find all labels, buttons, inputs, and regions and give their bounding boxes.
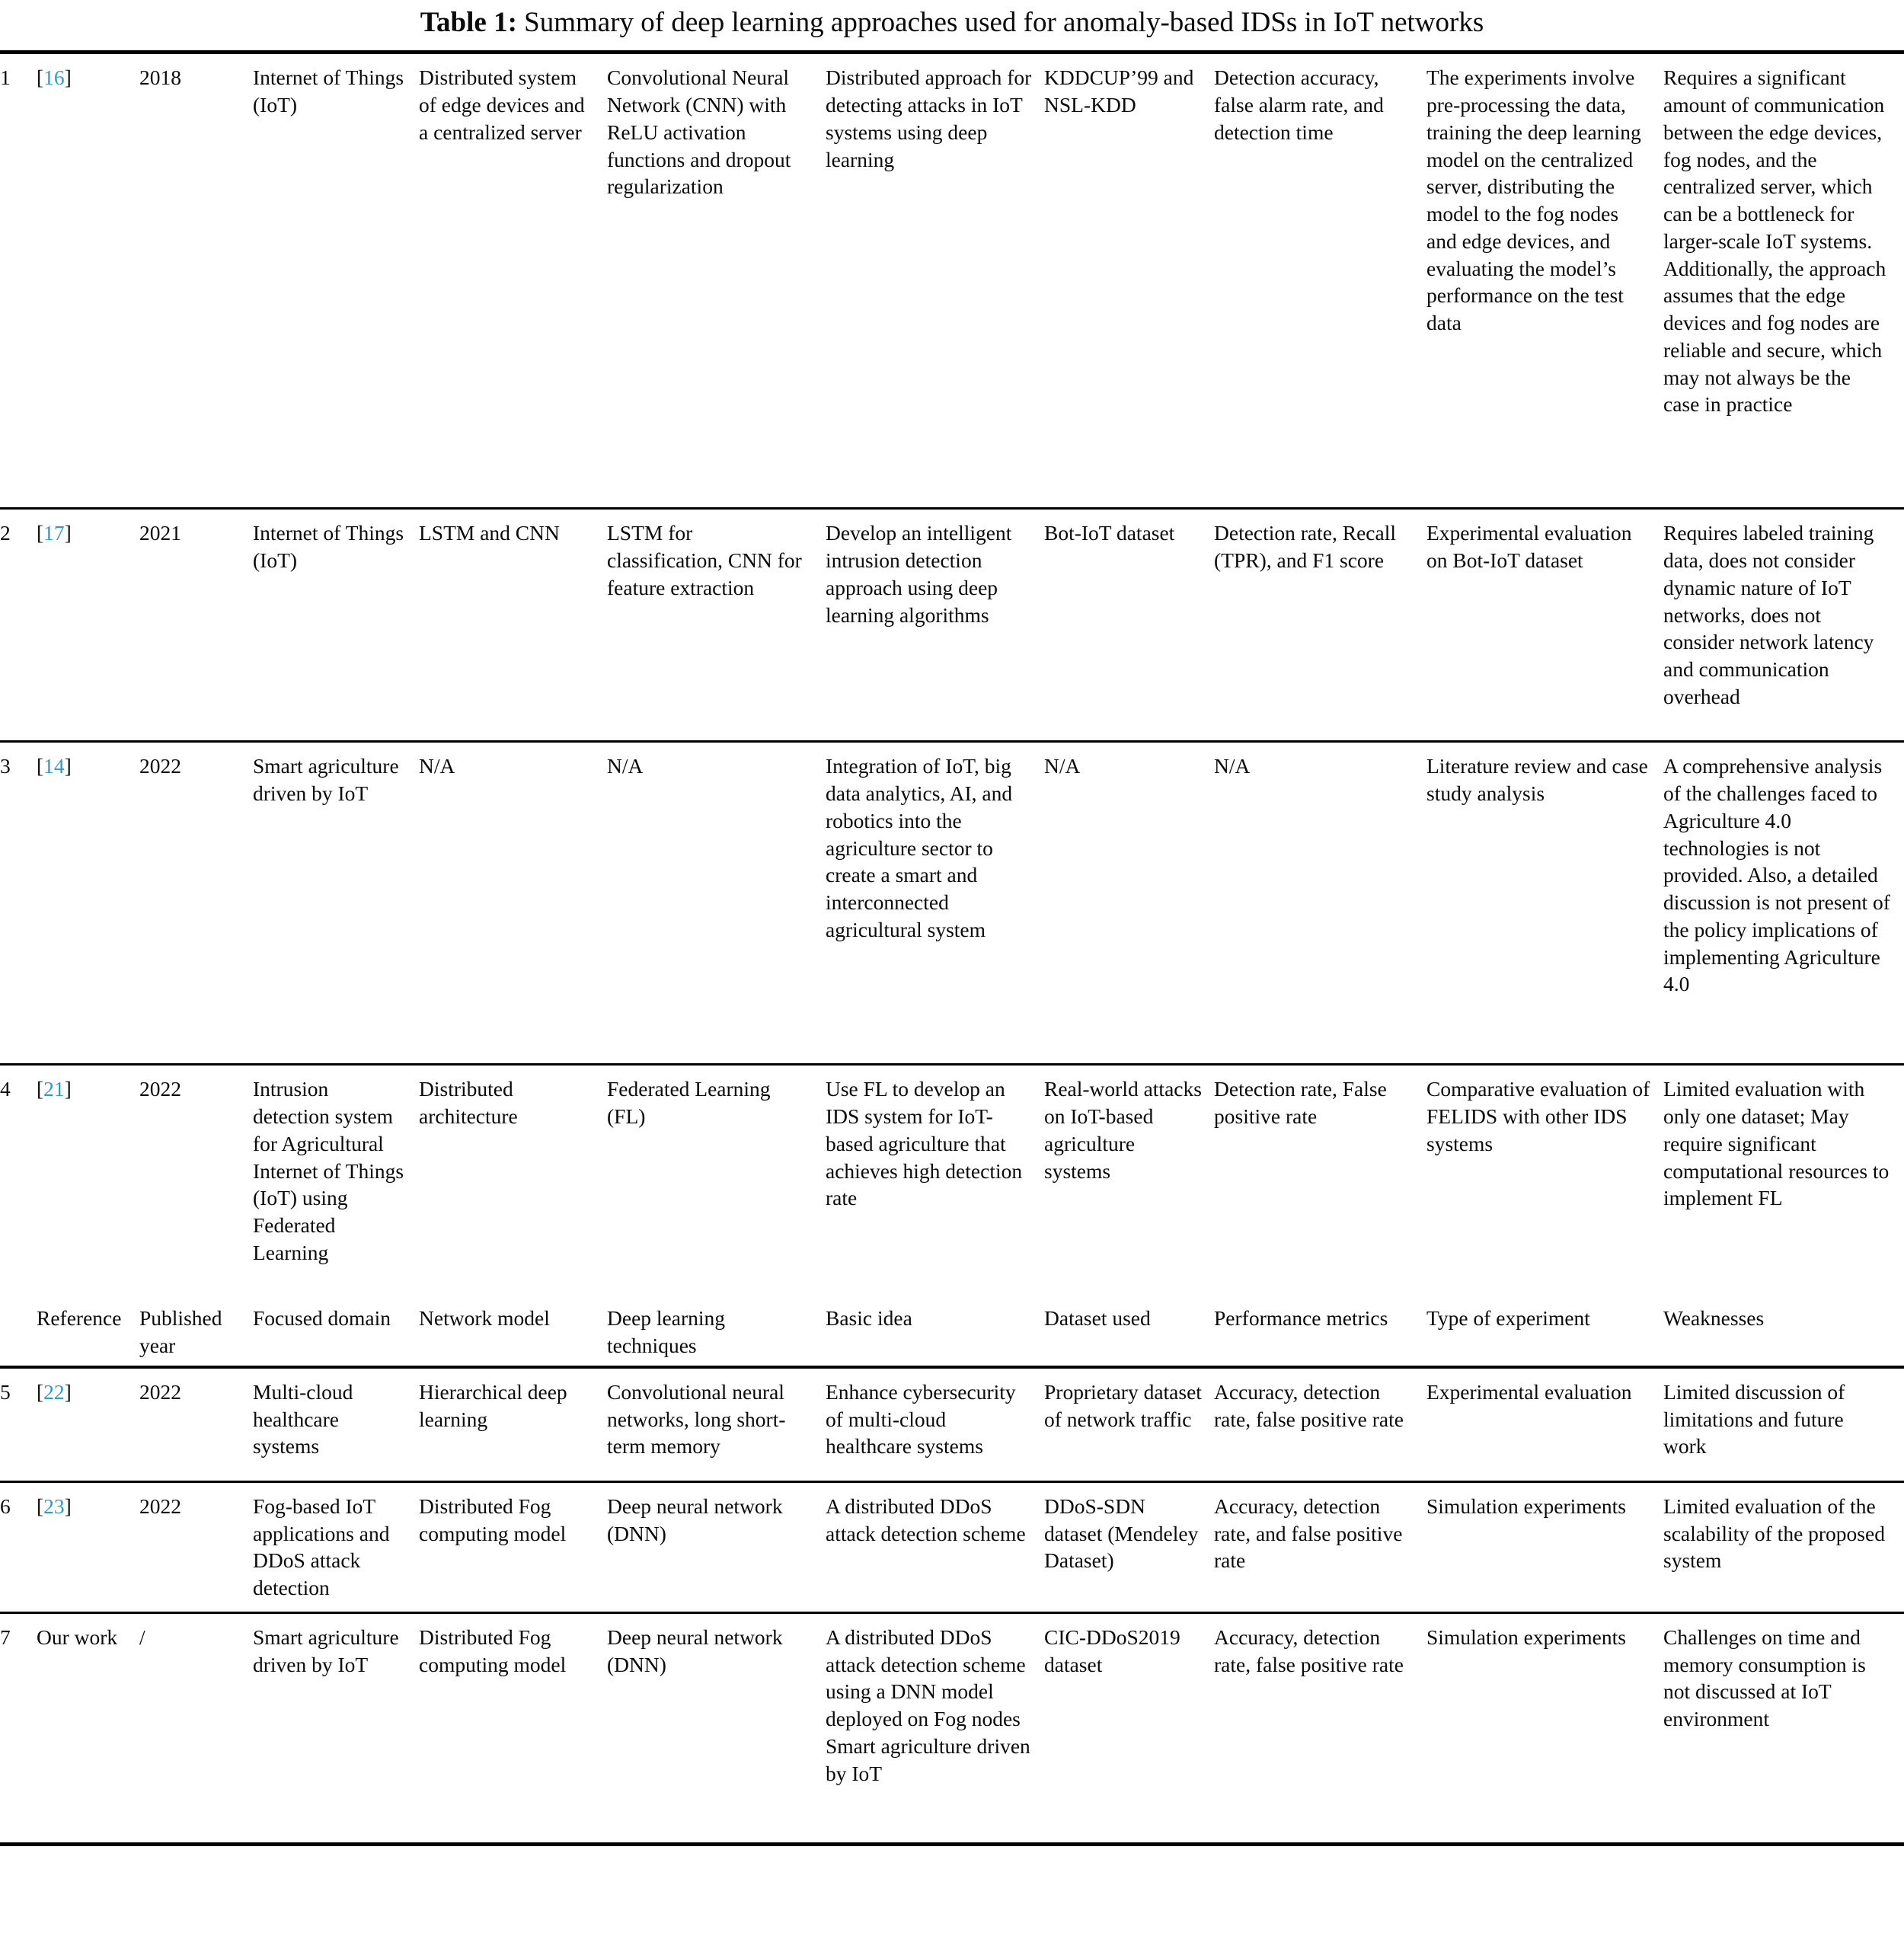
cell-weaknesses: Requires a significant amount of communication between the edge devices, fog nodes, and the centralized server, which can be a bottleneck for larger-scale IoT systems. Additionally, the approach assumes that the edge devices and fog nodes are reliable and secure, which may not always be the case in practice	[1663, 65, 1886, 417]
cell-weaknesses: Requires labeled training data, does not consider dynamic nature of IoT networks, does not consider network latency and communication overhead	[1663, 521, 1874, 708]
row-number: 7	[0, 1625, 11, 1649]
citation-text: ]	[64, 1379, 72, 1404]
table-caption-label: Table 1:	[420, 7, 517, 38]
cell-reference	[37, 510, 139, 740]
cell-dataset-used: CIC-DDoS2019 dataset	[1044, 1625, 1180, 1676]
cell-network-model: N/A	[419, 754, 455, 778]
header-row-repeated	[0, 1302, 1904, 1369]
citation-link[interactable]: 14	[43, 754, 65, 778]
citation-text: [	[37, 1494, 44, 1518]
citation-text: [	[37, 754, 44, 778]
table-row	[0, 1483, 1904, 1614]
cell-dataset-used: Bot-IoT dataset	[1044, 521, 1175, 545]
citation-text: [	[37, 521, 44, 545]
cell-type-of-experiment: The experiments involve pre-processing the data, training the deep learning model on the centralized server, distributing the model to the fog nodes and edge devices, and evaluating the model’s performance on the test data	[1426, 65, 1641, 335]
citation-text: ]	[64, 1494, 72, 1518]
citation-link[interactable]: 16	[43, 65, 65, 90]
citation-text: ]	[64, 1077, 72, 1101]
cell-published-year: 2022	[139, 1077, 181, 1101]
table-row	[0, 1066, 1904, 1302]
citation-link[interactable]: 21	[43, 1077, 65, 1101]
cell-focused-domain: Intrusion detection system for Agricultural Internet of Things (IoT) using Federated Learning	[253, 1077, 404, 1264]
cell-deep-learning-techniques: LSTM for classification, CNN for feature extraction	[607, 521, 802, 599]
citation-text: [	[37, 1379, 44, 1404]
cell-weaknesses: Challenges on time and memory consumption is not discussed at IoT environment	[1663, 1625, 1866, 1731]
column-header-focused-domain: Focused domain	[253, 1306, 391, 1331]
table-row	[0, 743, 1904, 1066]
column-header-dataset-used: Dataset used	[1044, 1306, 1151, 1331]
cell-reference	[37, 743, 139, 1063]
table-row	[0, 54, 1904, 510]
summary-table	[0, 50, 1904, 1846]
cell-published-year: 2022	[139, 1494, 181, 1518]
column-header-reference: Reference	[37, 1306, 122, 1331]
cell-dataset-used: Proprietary dataset of network traffic	[1044, 1379, 1202, 1431]
cell-network-model: Hierarchical deep learning	[419, 1379, 567, 1431]
cell-dataset-used: DDoS-SDN dataset (Mendeley Dataset)	[1044, 1494, 1199, 1573]
cell-type-of-experiment: Comparative evaluation of FELIDS with other IDS systems	[1426, 1077, 1650, 1155]
cell-type-of-experiment: Simulation experiments	[1426, 1625, 1626, 1649]
row-number: 1	[0, 65, 11, 90]
row-number: 2	[0, 521, 11, 545]
column-header-performance-metrics: Performance metrics	[1214, 1306, 1388, 1331]
cell-type-of-experiment: Experimental evaluation on Bot-IoT dataset	[1426, 521, 1632, 573]
cell-performance-metrics: N/A	[1214, 754, 1251, 778]
cell-focused-domain: Smart agriculture driven by IoT	[253, 754, 399, 806]
table-row	[0, 510, 1904, 743]
cell-basic-idea: Integration of IoT, big data analytics, AI, and robotics into the agriculture sector to create a smart and interconnected agricultural system	[826, 754, 1013, 941]
cell-performance-metrics: Detection rate, False positive rate	[1214, 1077, 1387, 1129]
cell-published-year: /	[139, 1625, 145, 1649]
cell-reference	[37, 1369, 139, 1481]
cell-weaknesses: Limited evaluation with only one dataset; May require significant computational resources to implement FL	[1663, 1077, 1890, 1210]
table-caption-text: Summary of deep learning approaches used for anomaly-based IDSs in IoT networks	[524, 7, 1484, 38]
cell-performance-metrics: Accuracy, detection rate, false positive rate	[1214, 1379, 1404, 1431]
cell-type-of-experiment: Experimental evaluation	[1426, 1379, 1632, 1404]
cell-basic-idea: Enhance cybersecurity of multi-cloud healthcare systems	[826, 1379, 1016, 1459]
cell-network-model: Distributed Fog computing model	[419, 1625, 567, 1676]
cell-published-year: 2022	[139, 1379, 181, 1404]
citation-link[interactable]: 17	[43, 521, 65, 545]
cell-basic-idea: Distributed approach for detecting attacks in IoT systems using deep learning	[826, 65, 1032, 171]
citation-text: Our work	[37, 1625, 118, 1649]
cell-focused-domain: Smart agriculture driven by IoT	[253, 1625, 399, 1676]
cell-deep-learning-techniques: Federated Learning (FL)	[607, 1077, 771, 1129]
cell-basic-idea: A distributed DDoS attack detection scheme	[826, 1494, 1026, 1545]
cell-reference	[37, 1614, 139, 1842]
table-caption	[0, 6, 1904, 40]
cell-deep-learning-techniques: Deep neural network (DNN)	[607, 1494, 783, 1545]
cell-reference	[37, 1066, 139, 1302]
cell-deep-learning-techniques: Convolutional Neural Network (CNN) with ReLU activation functions and dropout regularization	[607, 65, 791, 199]
header-spacer	[0, 1302, 37, 1366]
column-header-deep-learning-techniques: Deep learning techniques	[607, 1306, 725, 1358]
column-header-type-of-experiment: Type of experiment	[1426, 1306, 1590, 1331]
table-row	[0, 1369, 1904, 1483]
citation-link[interactable]: 23	[43, 1494, 65, 1518]
citation-text: ]	[64, 65, 72, 90]
cell-network-model: Distributed architecture	[419, 1077, 518, 1129]
cell-basic-idea: Use FL to develop an IDS system for IoT-based agriculture that achieves high detection rate	[826, 1077, 1023, 1210]
citation-text: ]	[64, 754, 72, 778]
paper-page	[0, 6, 1904, 1933]
cell-reference	[37, 1483, 139, 1612]
cell-focused-domain: Internet of Things (IoT)	[253, 521, 404, 573]
cell-network-model: LSTM and CNN	[419, 521, 560, 545]
cell-weaknesses: A comprehensive analysis of the challenges faced to Agriculture 4.0 technologies is not provided. Also, a detailed discussion is not present of the policy implications of implementing Agriculture 4.0	[1663, 754, 1890, 996]
cell-deep-learning-techniques: Deep neural network (DNN)	[607, 1625, 783, 1676]
cell-basic-idea: A distributed DDoS attack detection scheme using a DNN model deployed on Fog nodes Smart agriculture driven by IoT	[826, 1625, 1030, 1785]
cell-network-model: Distributed system of edge devices and a centralized server	[419, 65, 585, 144]
citation-text: ]	[64, 521, 72, 545]
cell-dataset-used: Real-world attacks on IoT-based agriculture systems	[1044, 1077, 1202, 1183]
cell-type-of-experiment: Simulation experiments	[1426, 1494, 1626, 1518]
cell-weaknesses: Limited evaluation of the scalability of the proposed system	[1663, 1494, 1885, 1573]
citation-link[interactable]: 22	[43, 1379, 65, 1404]
cell-dataset-used: KDDCUP’99 and NSL-KDD	[1044, 65, 1194, 117]
table-row	[0, 1614, 1904, 1842]
cell-network-model: Distributed Fog computing model	[419, 1494, 567, 1545]
cell-published-year: 2018	[139, 65, 181, 90]
row-number: 4	[0, 1077, 11, 1101]
cell-published-year: 2021	[139, 521, 181, 545]
cell-focused-domain: Internet of Things (IoT)	[253, 65, 404, 117]
cell-performance-metrics: Accuracy, detection rate, false positive rate	[1214, 1625, 1404, 1676]
column-header-basic-idea: Basic idea	[826, 1306, 912, 1331]
cell-performance-metrics: Detection accuracy, false alarm rate, and detection time	[1214, 65, 1384, 144]
column-header-network-model: Network model	[419, 1306, 550, 1331]
cell-weaknesses: Limited discussion of limitations and future work	[1663, 1379, 1845, 1459]
citation-text: [	[37, 1077, 44, 1101]
row-number: 5	[0, 1379, 11, 1404]
cell-performance-metrics: Detection rate, Recall (TPR), and F1 score	[1214, 521, 1396, 573]
column-header-published-year: Published year	[139, 1306, 222, 1358]
cell-dataset-used: N/A	[1044, 754, 1081, 778]
column-header-weaknesses: Weaknesses	[1663, 1306, 1765, 1331]
cell-focused-domain: Fog-based IoT applications and DDoS attack detection	[253, 1494, 390, 1600]
cell-reference	[37, 54, 139, 507]
cell-performance-metrics: Accuracy, detection rate, and false positive rate	[1214, 1494, 1403, 1573]
cell-focused-domain: Multi-cloud healthcare systems	[253, 1379, 353, 1459]
cell-type-of-experiment: Literature review and case study analysis	[1426, 754, 1648, 806]
row-number: 3	[0, 754, 11, 778]
row-number: 6	[0, 1494, 11, 1518]
citation-text: [	[37, 65, 44, 90]
cell-deep-learning-techniques: Convolutional neural networks, long short-term memory	[607, 1379, 786, 1459]
cell-basic-idea: Develop an intelligent intrusion detection approach using deep learning algorithms	[826, 521, 1012, 627]
cell-deep-learning-techniques: N/A	[607, 754, 644, 778]
cell-published-year: 2022	[139, 754, 181, 778]
